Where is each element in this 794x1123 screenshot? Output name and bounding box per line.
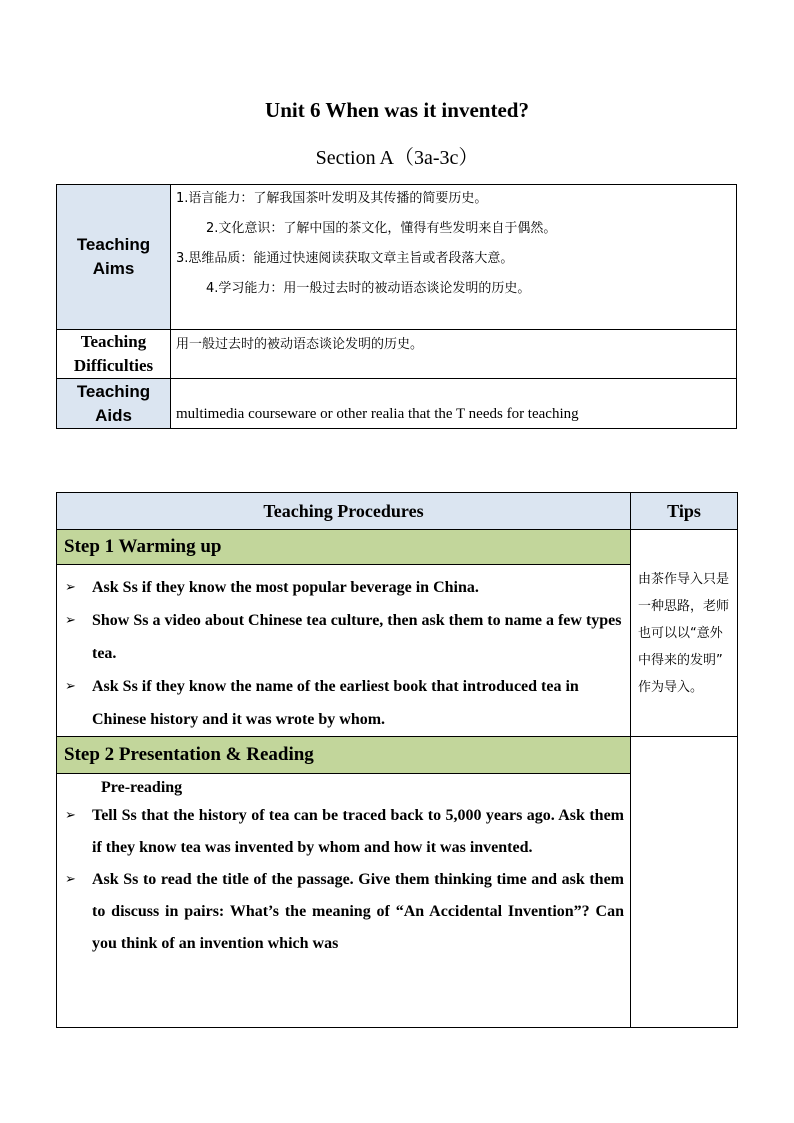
aim-item: 1.语言能力：了解我国茶叶发明及其传播的简要历史。 bbox=[176, 191, 488, 206]
step-1-title: Step 1 Warming up bbox=[57, 530, 631, 565]
step-1-tips: 由茶作导入只是一种思路，老师也可以以“意外中得来的发明” 作为导入。 bbox=[631, 530, 738, 737]
aim-item: 2.文化意识：了解中国的茶文化，懂得有些发明来自于偶然。 bbox=[206, 221, 557, 236]
step-1-bullets bbox=[57, 565, 631, 737]
arrow-bullet-icon: ➢ bbox=[65, 808, 76, 823]
step-2-tips bbox=[631, 737, 738, 1028]
arrow-bullet-icon: ➢ bbox=[65, 872, 76, 887]
page-subtitle: Section A（3a-3c） bbox=[315, 147, 479, 169]
step-2-bullets bbox=[57, 774, 631, 1028]
aims-label: Teaching Aims bbox=[57, 185, 171, 330]
aids-text: multimedia courseware or other realia that the T needs for teaching bbox=[176, 406, 579, 422]
list-item: ➢ Tell Ss that the history of tea can be traced back to 5,000 years ago. Ask them if they know tea was invented by whom and how it was invented. bbox=[65, 800, 624, 864]
step-2-title: Step 2 Presentation & Reading bbox=[57, 737, 631, 774]
list-item: ➢ Ask Ss if they know the most popular beverage in China. bbox=[65, 571, 624, 604]
aids-cell bbox=[171, 379, 737, 429]
teaching-aims-table bbox=[56, 184, 737, 429]
aids-label: Teaching Aids bbox=[57, 379, 171, 429]
arrow-bullet-icon: ➢ bbox=[65, 679, 76, 694]
arrow-bullet-icon: ➢ bbox=[65, 613, 76, 628]
list-item: ➢ Show Ss a video about Chinese tea culture, then ask them to name a few types tea. bbox=[65, 604, 624, 670]
arrow-bullet-icon: ➢ bbox=[65, 580, 76, 595]
page-title: Unit 6 When was it invented? bbox=[265, 98, 529, 122]
list-item: ➢ Ask Ss if they know the name of the earliest book that introduced tea in Chinese history and it was wrote by whom. bbox=[65, 670, 624, 736]
pre-reading-heading: Pre-reading bbox=[101, 779, 183, 796]
list-item: ➢ Ask Ss to read the title of the passage. Give them thinking time and ask them to discuss in pairs: What’s the meaning of “An Accidental Invention”? Can you think of an invention which was bbox=[65, 864, 624, 960]
teaching-procedures-table bbox=[56, 492, 738, 1028]
aims-list bbox=[171, 185, 737, 330]
procedures-header: Teaching Procedures bbox=[57, 493, 631, 530]
tips-header: Tips bbox=[631, 493, 738, 530]
aim-item: 4.学习能力：用一般过去时的被动语态谈论发明的历史。 bbox=[206, 281, 531, 296]
difficulties-text: 用一般过去时的被动语态谈论发明的历史。 bbox=[171, 330, 737, 379]
aim-item: 3.思维品质：能通过快速阅读获取文章主旨或者段落大意。 bbox=[176, 251, 514, 266]
difficulties-label: Teaching Difficulties bbox=[57, 330, 171, 379]
